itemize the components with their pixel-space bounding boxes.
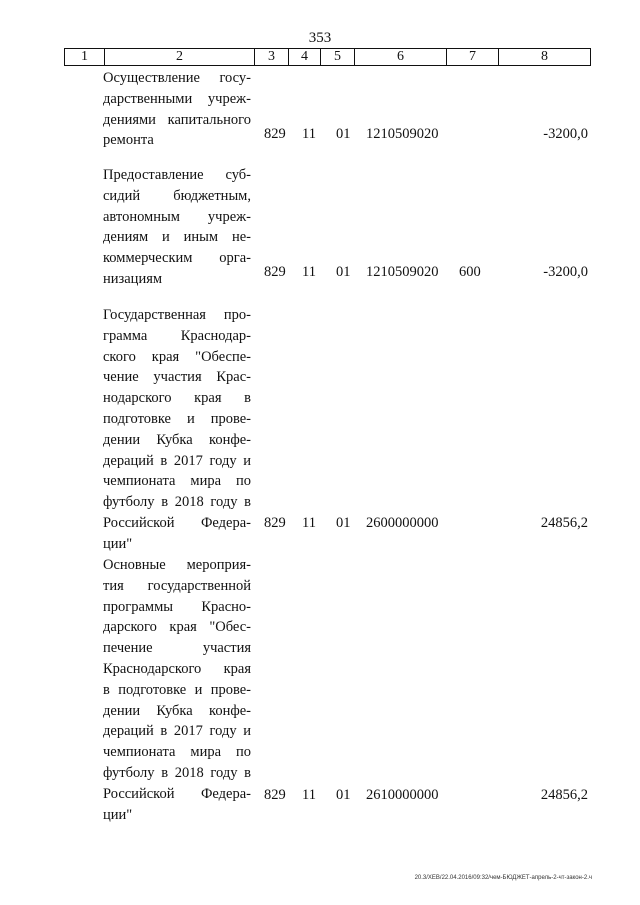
row-1-code-5: 01 — [336, 126, 351, 142]
row-2-line-6: низациям — [103, 270, 163, 287]
row-1-code-3: 829 — [264, 126, 286, 142]
row-3-line-10: футболу в 2018 году в — [103, 494, 251, 511]
row-2-line-5: коммерческим орга- — [103, 250, 251, 267]
row-3-line-7: дении Кубка конфе- — [103, 431, 251, 448]
row-4-amount: 24856,2 — [540, 787, 588, 803]
row-2-code-4: 11 — [302, 264, 316, 280]
row-4-line-7: в подготовке и прове- — [103, 681, 251, 698]
row-3-line-8: дераций в 2017 году и — [103, 452, 251, 469]
row-4-description — [103, 555, 251, 825]
row-4-line-10: чемпионата мира по — [103, 744, 251, 761]
row-4-line-1: Основные мероприя- — [103, 557, 251, 573]
row-2-line-3: автономным учреж- — [103, 208, 251, 225]
row-2-line-2: сидий бюджетным, — [103, 187, 251, 204]
row-2-code-5: 01 — [336, 264, 351, 280]
row-3-description — [103, 305, 251, 555]
row-4-code-5: 01 — [336, 787, 351, 803]
row-3-line-1: Государственная про- — [103, 307, 251, 323]
column-header-8: 8 — [499, 49, 591, 66]
row-4-line-6: Краснодарского края — [103, 660, 251, 677]
row-2-description — [103, 165, 251, 290]
column-header-table — [64, 48, 591, 66]
row-4-line-9: дераций в 2017 году и — [103, 723, 251, 740]
row-3-line-2: грамма Краснодар- — [103, 327, 251, 344]
row-3-line-5: нодарского края в — [103, 390, 251, 407]
row-3-code-6: 2600000000 — [366, 515, 439, 531]
row-3-line-4: чение участия Крас- — [103, 369, 251, 386]
row-4-line-12: Российской Федера- — [103, 785, 251, 802]
column-header-1: 1 — [65, 49, 105, 66]
row-4-line-5: печение участия — [103, 640, 251, 657]
row-3-line-6: подготовке и прове- — [103, 410, 251, 427]
page-number: 353 — [308, 30, 332, 46]
row-1-code-6: 1210509020 — [366, 126, 439, 142]
row-4-code-6: 2610000000 — [366, 787, 439, 803]
row-1-description — [103, 68, 251, 151]
row-4-line-11: футболу в 2018 году в — [103, 764, 251, 781]
row-2-code-3: 829 — [264, 264, 286, 280]
row-4-line-4: дарского края "Обес- — [103, 619, 251, 636]
row-2-line-1: Предоставление суб- — [103, 167, 251, 183]
column-header-6: 6 — [355, 49, 447, 66]
row-3-line-11: Российской Федера- — [103, 514, 251, 531]
row-4-code-4: 11 — [302, 787, 316, 803]
row-2-code-7: 600 — [459, 264, 481, 280]
row-4-line-8: дении Кубка конфе- — [103, 702, 251, 719]
row-1-line-2: дарственными учреж- — [103, 90, 251, 107]
row-1-line-4: ремонта — [103, 132, 154, 149]
row-1-code-4: 11 — [302, 126, 316, 142]
column-header-4: 4 — [289, 49, 321, 66]
row-3-line-12: ции" — [103, 535, 133, 552]
row-4-code-3: 829 — [264, 787, 286, 803]
row-3-amount: 24856,2 — [540, 515, 588, 531]
column-header-7: 7 — [447, 49, 499, 66]
row-2-code-6: 1210509020 — [366, 264, 439, 280]
row-1-line-3: дениями капитального — [103, 111, 251, 128]
row-4-line-13: ции" — [103, 806, 133, 823]
row-3-line-3: ского края "Обеспе- — [103, 348, 251, 365]
row-4-line-3: программы Красно- — [103, 598, 251, 615]
row-3-code-3: 829 — [264, 515, 286, 531]
row-1-line-1: Осуществление госу- — [103, 70, 251, 86]
row-3-code-4: 11 — [302, 515, 316, 531]
row-2-amount: -3200,0 — [543, 264, 588, 280]
column-header-2: 2 — [105, 49, 255, 66]
row-3-line-9: чемпионата мира по — [103, 473, 251, 490]
document-footer-code: 20.3/ХЕВ/22.04.2016/09:32/чем-БЮДЖЕТ-апрель-2-чт-закон-2.ч — [414, 875, 592, 881]
column-header-3: 3 — [255, 49, 289, 66]
row-1-amount: -3200,0 — [543, 126, 588, 142]
row-3-code-5: 01 — [336, 515, 351, 531]
row-4-line-2: тия государственной — [103, 577, 251, 594]
row-2-line-4: дениям и иным не- — [103, 229, 251, 246]
column-header-5: 5 — [321, 49, 355, 66]
